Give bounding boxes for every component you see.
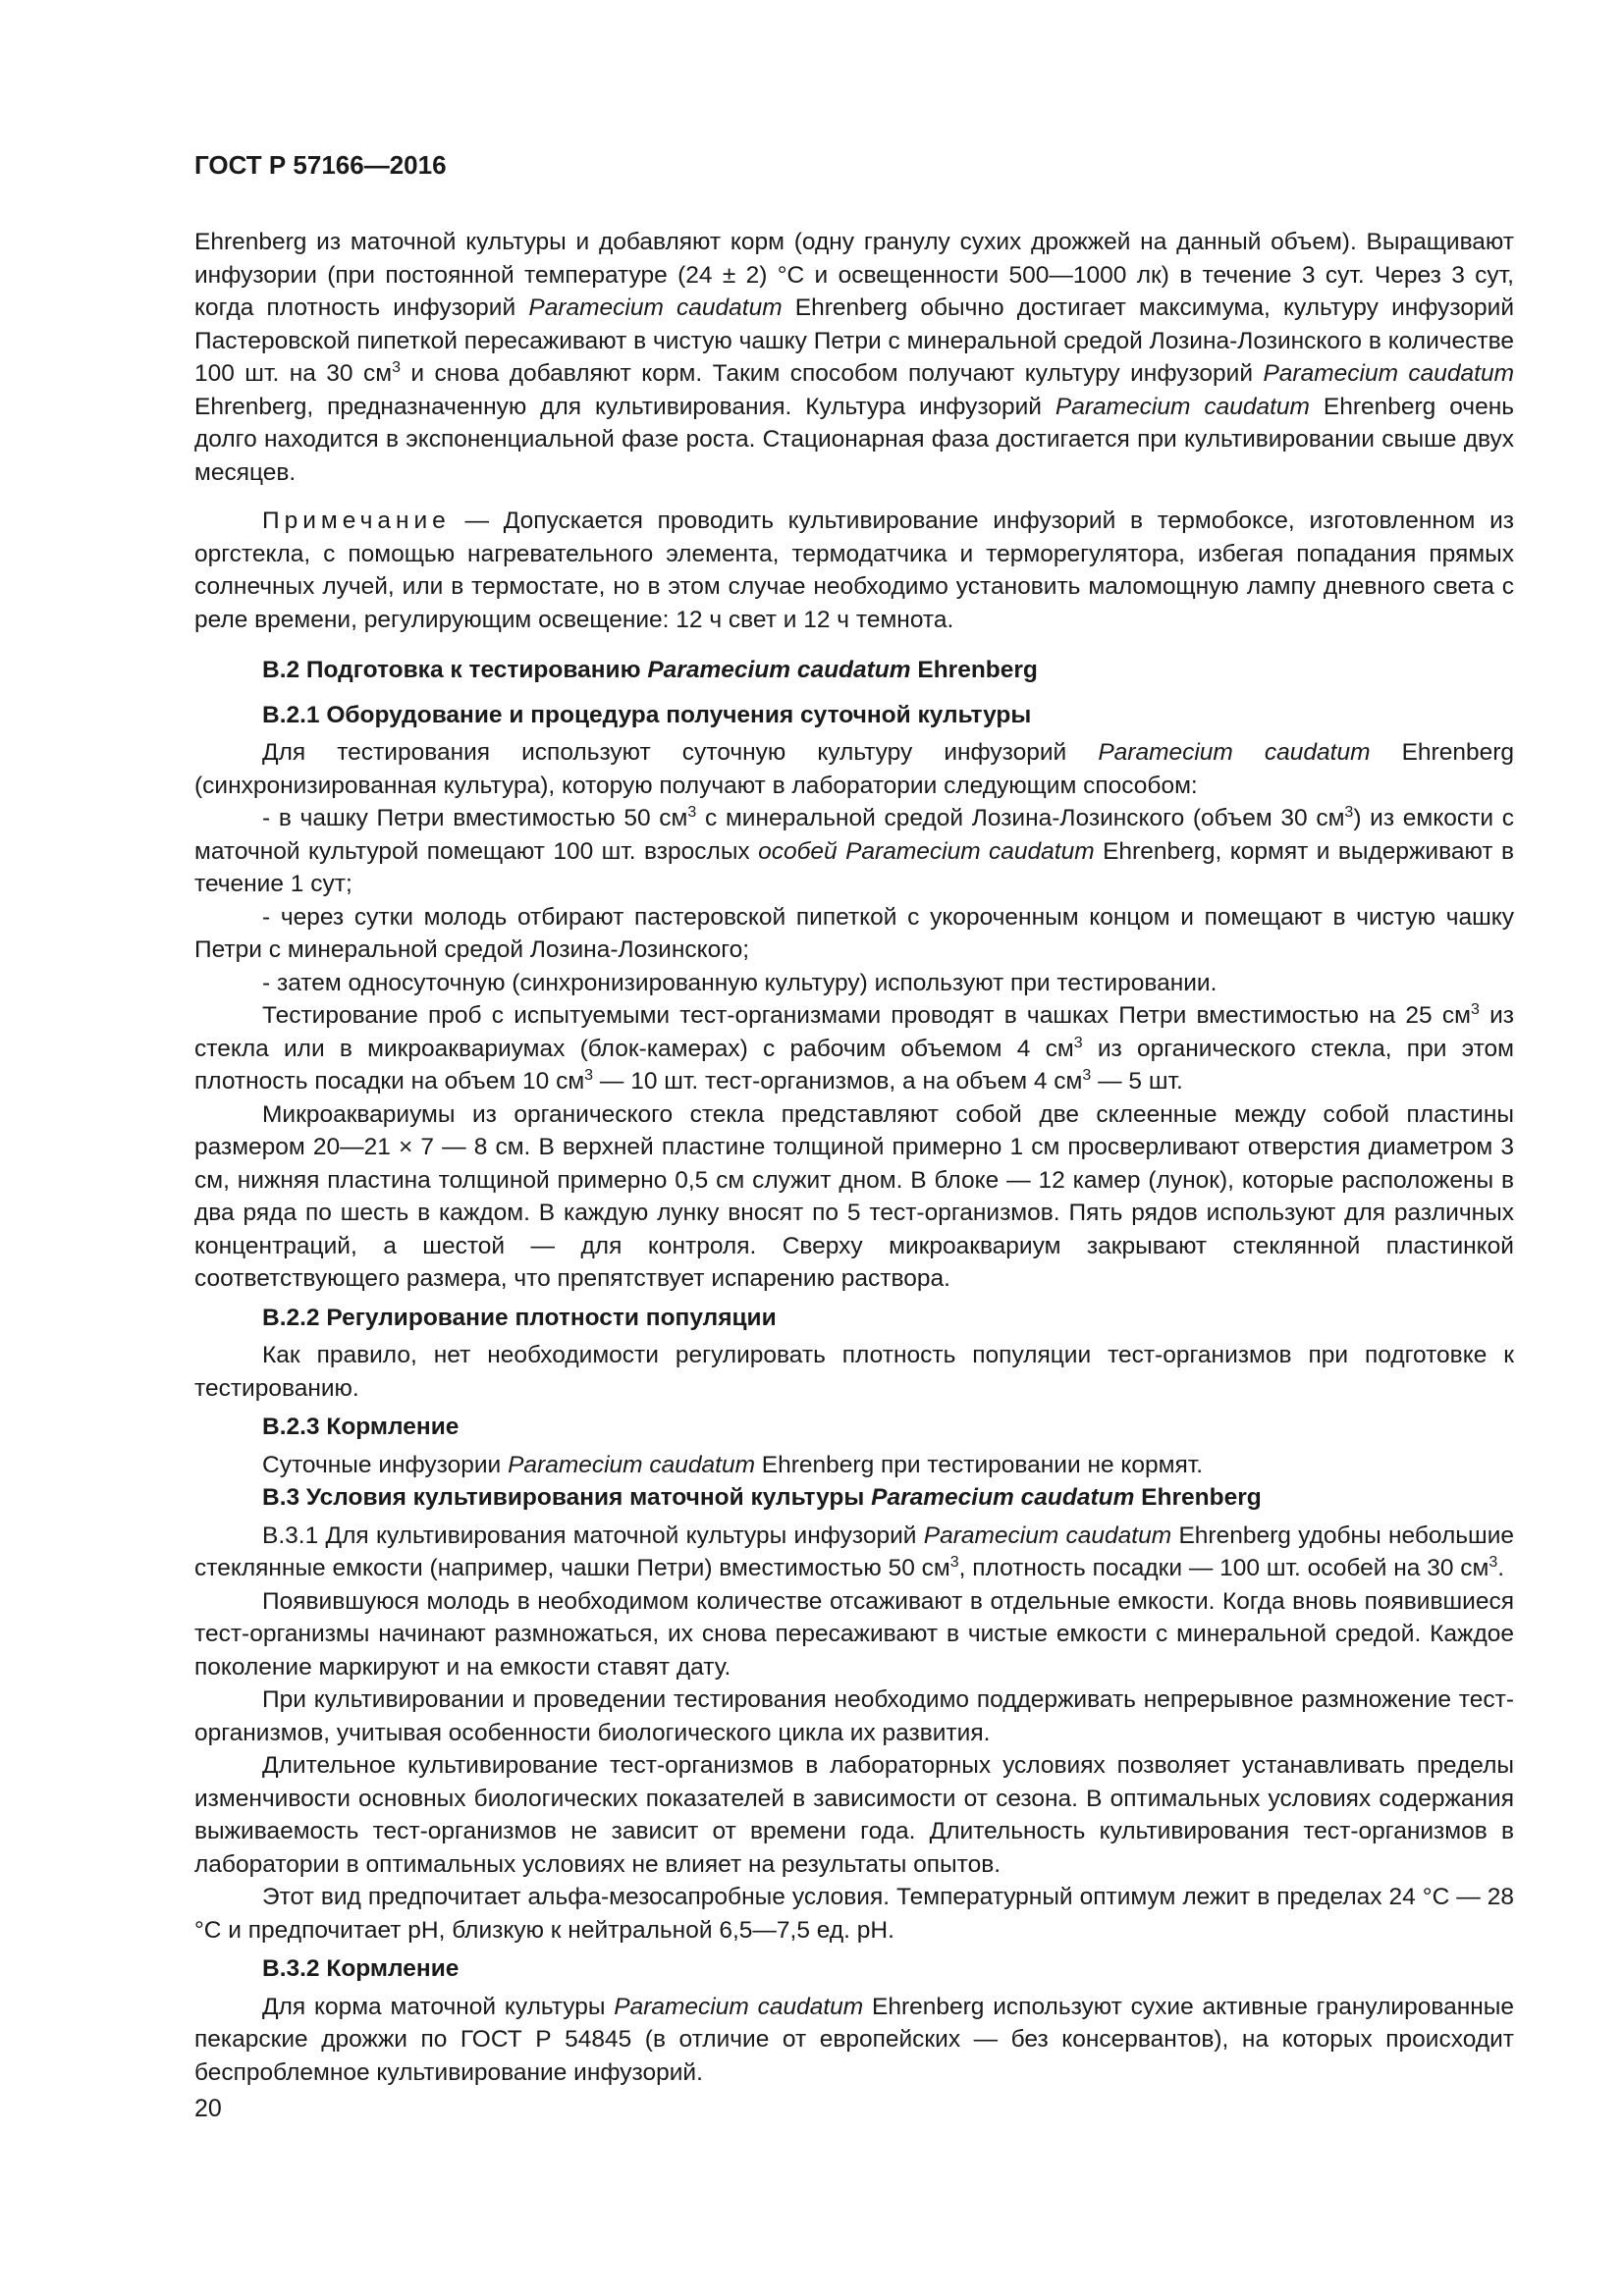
paragraph-microaquarium: Микроаквариумы из органического стекла представляют собой две склеенные между собой пластины размером 20—21 × 7 — 8 см. В верхней пластине толщиной примерно 1 см просверливают отверстия диаметром 3 см, нижняя пластина толщиной примерно 0,5 см служит дном. В блоке — 12 камер (лунок), которые расположены в два ряда по шесть в каждом. В каждую лунку вносят по 5 тест-организмов. Пять рядов используют для различных концентраций, а шестой — для контроля. Сверху микроаквариум закрывают стеклянной пластинкой соответствующего размера, что препятствует испарению раствора. — [194, 1100, 1514, 1292]
list-item: - через сутки молодь отбирают пастеровской пипеткой с укороченным концом и помещают в чистую чашку Петри с минеральной средой Лозина-Лозинского; — [194, 903, 1514, 963]
section-heading-b2: В.2 Подготовка к тестированию Paramecium caudatum Ehrenberg — [262, 657, 1038, 683]
section-heading-b2-3: В.2.3 Кормление — [262, 1414, 460, 1440]
page-number: 20 — [194, 2095, 222, 2122]
list-item: - в чашку Петри вместимостью 50 $см^3$ с минеральной средой Лозина-Лозинского (объем 30 $см^3$) из емкости с маточной культурой помещают 100 шт. взрослых особей Paramecium caudatum Ehrenberg, кормят и выдерживают в течение 1 сут; — [194, 803, 1514, 897]
note-text: — Допускается проводить культивирование инфузорий в термобоксе, изготовленном из оргстекла, с помощью нагревательного элемента, термодатчика и терморегулятора, избегая попадания прямых солнечных лучей, или в термостате, но в этом случае необходимо установить маломощную лампу дневного света с реле времени, регулирующим освещение: 12 ч свет и 12 ч темнота. — [194, 507, 1514, 633]
paragraph-continuous: При культивировании и проведении тестирования необходимо поддерживать непрерывное размножение тест-организмов, учитывая особенности биологического цикла их развития. — [194, 1686, 1514, 1746]
paragraph-b3-2: Для корма маточной культуры Paramecium caudatum Ehrenberg используют сухие активные гранулированные пекарские дрожжи по ГОСТ Р 54845 (в отличие от европейских — без консервантов), на которых происходит беспроблемное культивирование инфузорий. — [194, 1993, 1514, 2086]
paragraph-species: Этот вид предпочитает альфа-мезосапробные условия. Температурный оптимум лежит в пределах 24 °С — 28 °С и предпочитает pH, близкую к нейтральной 6,5—7,5 ед. pH. — [194, 1884, 1514, 1944]
section-heading-b3-2: В.3.2 Кормление — [262, 1955, 460, 1982]
note-paragraph — [194, 505, 1514, 636]
paragraph-testing: Тестирование проб с испытуемыми тест-организмами проводят в чашках Петри вместимостью на 25 $см^3$ из стекла или в микроаквариумах (блок-камерах) с рабочим объемом 4 $см^3$ из органического стекла, при этом плотность посадки на объем 10 $см^3$ — 10 шт. тест-организмов, а на объем 4 $см^3$ — 5 шт. — [194, 1000, 1515, 1095]
species-name: Paramecium caudatum — [1263, 360, 1515, 387]
paragraph-intro: Ehrenberg из маточной культуры и добавляют корм (одну гранулу сухих дрожжей на данный объем). Выращивают инфузории (при постоянной температуре (24 ± 2) °С и освещенности 500—1000 лк) в течение 3 сут. Через 3 сут, когда плотность инфузорий Paramecium caudatum Ehrenberg обычно достигает максимума, культуру инфузорий Пастеровской пипеткой пересаживают в чистую чашку Петри с минеральной средой Лозина-Лозинского в количестве 100 шт. на 30 $см^3$ и снова добавляют корм. Таким способом получают культуру инфузорий Paramecium caudatum Ehrenberg, предназначенную для культивирования. Культура инфузорий Paramecium caudatum Ehrenberg очень долго находится в экспоненциальной фазе роста. Стационарная фаза достигается при культивировании свыше двух месяцев. — [194, 229, 1515, 486]
paragraph-long-term: Длительное культивирование тест-организмов в лабораторных условиях позволяет устанавливать пределы изменчивости основных биологических показателей в зависимости от сезона. В оптимальных условиях содержания выживаемость тест-организмов не зависит от времени года. Длительность культивирования тест-организмов в лаборатории в оптимальных условиях не влияет на результаты опытов. — [194, 1752, 1514, 1878]
section-heading-b2-2: В.2.2 Регулирование плотности популяции — [262, 1304, 777, 1331]
species-name: Paramecium caudatum — [528, 294, 783, 321]
paragraph-b2-1: Для тестирования используют суточную культуру инфузорий Paramecium caudatum Ehrenberg (синхронизированная культура), которую получают в лаборатории следующим способом: — [194, 739, 1514, 799]
paragraph-b3-1: В.3.1 Для культивирования маточной культуры инфузорий Paramecium caudatum Ehrenberg удобны небольшие стеклянные емкости (например, чашки Петри) вместимостью 50 $см^3$, плотность посадки — 100 шт. особей на 30 $см^3$. — [194, 1522, 1515, 1581]
list-item: - затем односуточную (синхронизированную культуру) используют при тестировании. — [262, 969, 1218, 996]
paragraph-b2-3: Суточные инфузории Paramecium caudatum Ehrenberg при тестировании не кормят. — [262, 1451, 1204, 1478]
section-heading-b3: В.3 Условия культивирования маточной культуры Paramecium caudatum Ehrenberg — [262, 1484, 1262, 1511]
species-name: Paramecium caudatum — [1055, 393, 1310, 420]
paragraph-young: Появившуюся молодь в необходимом количестве отсаживают в отдельные емкости. Когда вновь появившиеся тест-организмы начинают размножаться, их снова пересаживают в чистые емкости с минеральной средой. Каждое поколение маркируют и на емкости ставят дату. — [194, 1587, 1514, 1681]
paragraph-b2-2: Как правило, нет необходимости регулировать плотность популяции тест-организмов при подготовке к тестированию. — [194, 1342, 1514, 1402]
document-body — [194, 226, 1514, 2089]
note-label: Примечание — [262, 507, 451, 534]
document-header: ГОСТ Р 57166—2016 — [194, 150, 447, 180]
section-heading-b2-1: В.2.1 Оборудование и процедура получения суточной культуры — [262, 701, 1032, 728]
